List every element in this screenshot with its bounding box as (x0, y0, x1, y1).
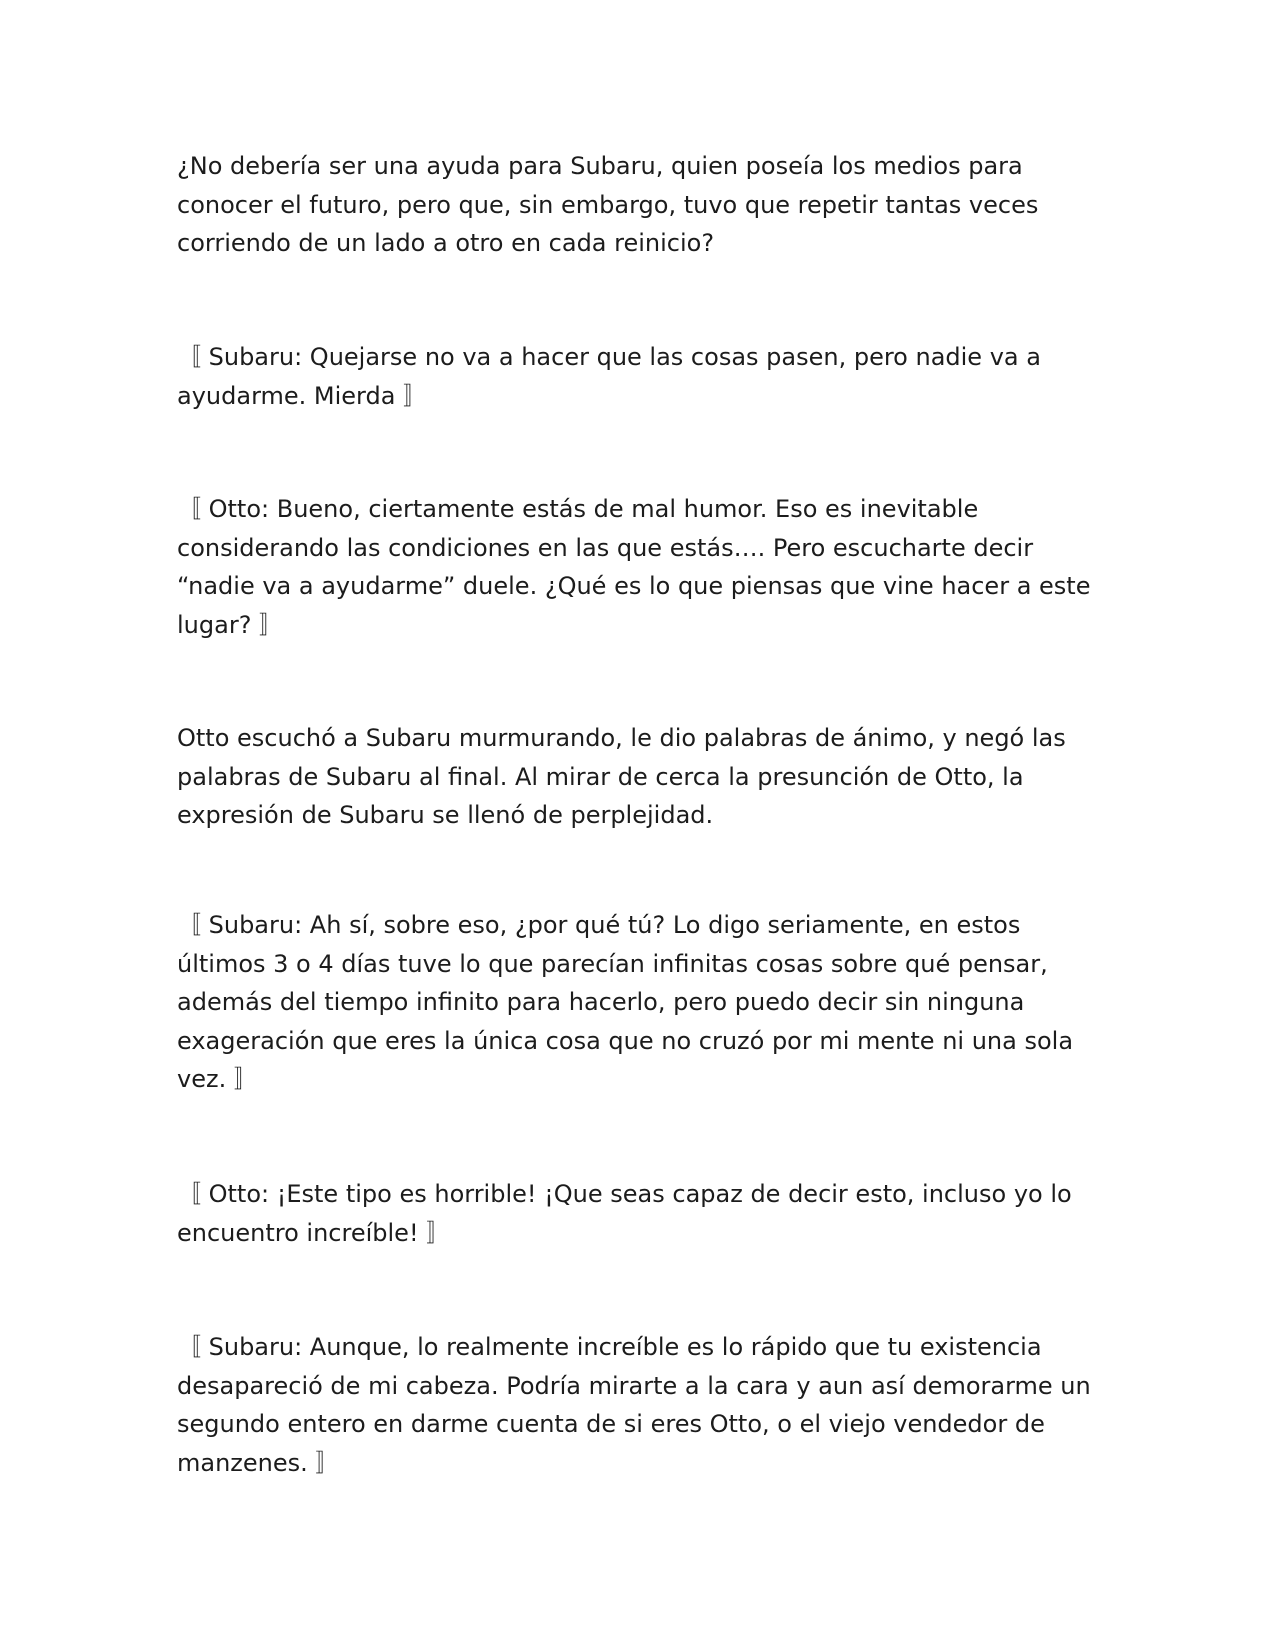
dialogue-paragraph-otto: 〚 Otto: Bueno, ciertamente estás de mal humor. Eso es inevitable considerando las condiciones en las que estás…. Pero escucharte decir “nadie va a ayudarme” duele. ¿Qué es lo que piensas que vine hacer a este lugar? 〛 (177, 495, 1091, 639)
narration-paragraph: Otto escuchó a Subaru murmurando, le dio palabras de ánimo, y negó las palabras de Subaru al final. Al mirar de cerca la presunción de Otto, la expresión de Subaru se llenó de perplejidad. (177, 724, 1066, 829)
dialogue-paragraph-subaru: 〚 Subaru: Ah sí, sobre eso, ¿por qué tú? Lo digo seriamente, en estos últimos 3 o 4 días tuve lo que parecían infinitas cosas sobre qué pensar, además del tiempo infinito para hacerlo, pero puedo decir sin ninguna exageración que eres la única cosa que no cruzó por mi mente ni una sola vez. 〛 (177, 911, 1074, 1093)
dialogue-paragraph-subaru: 〚 Subaru: Aunque, lo realmente increíble es lo rápido que tu existencia desapareció de mi cabeza. Podría mirarte a la cara y aun así demorarme un segundo entero en darme cuenta de si eres Otto, o el viejo vendedor de manzenes. 〛 (177, 1333, 1091, 1477)
narration-paragraph: ¿No debería ser una ayuda para Subaru, quien poseía los medios para conocer el futuro, pero que, sin embargo, tuvo que repetir tantas veces corriendo de un lado a otro en cada reinicio? (177, 152, 1039, 257)
dialogue-paragraph-otto: 〚 Otto: ¡Este tipo es horrible! ¡Que seas capaz de decir esto, incluso yo lo encuentro increíble! 〛 (177, 1180, 1072, 1247)
dialogue-paragraph-subaru: 〚 Subaru: Quejarse no va a hacer que las cosas pasen, pero nadie va a ayudarme. Mierda 〛 (177, 343, 1041, 410)
